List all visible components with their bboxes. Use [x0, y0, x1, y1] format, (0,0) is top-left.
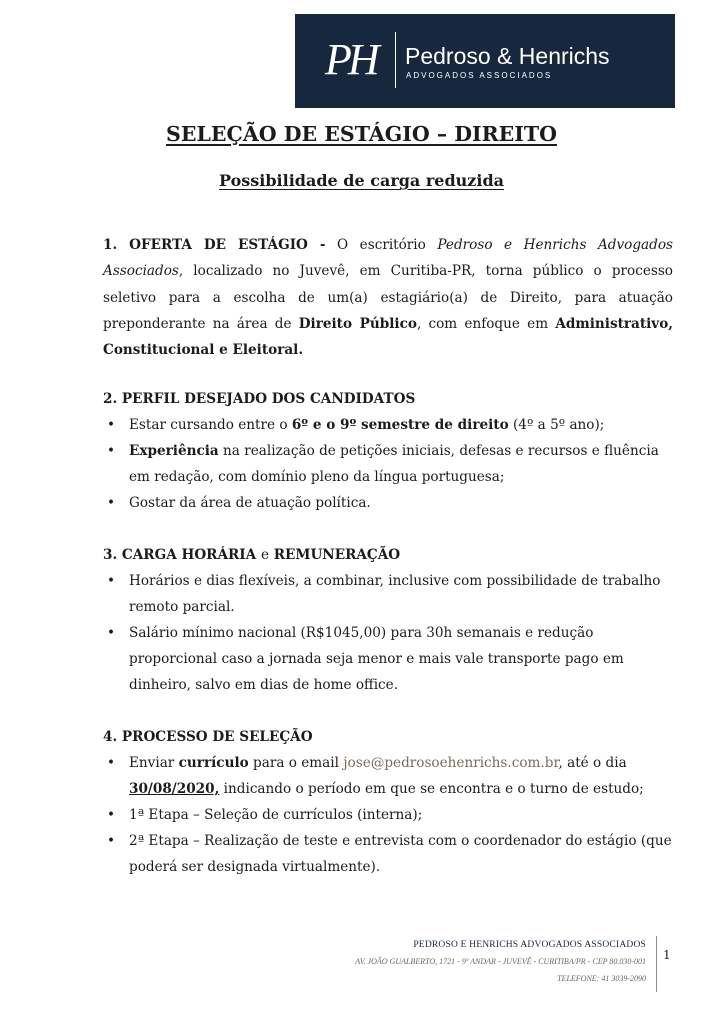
document-subtitle: Possibilidade de carga reduzida — [218, 171, 505, 190]
list-item: • 1ª Etapa – Seleção de currículos (interna); — [103, 802, 673, 828]
logo-monogram: PH — [325, 35, 376, 84]
practice-area: Direito Público — [298, 315, 417, 332]
section-4-heading: 4. PROCESSO DE SELEÇÃO — [103, 729, 313, 745]
section-3-heading: 3. CARGA HORÁRIA e REMUNERAÇÃO — [103, 547, 401, 563]
list-item: • Estar cursando entre o 6º e o 9º semestre de direito (4º a 5º ano); — [103, 412, 673, 438]
list-item: • 2ª Etapa – Realização de teste e entrevista com o coordenador do estágio (que poderá ser designada virtualmente). — [103, 828, 673, 880]
firm-logo — [295, 14, 675, 108]
logo-divider — [395, 32, 396, 88]
list-item: • Experiência na realização de petições iniciais, defesas e recursos e fluência em redação, com domínio pleno da língua portuguesa; — [103, 438, 673, 490]
footer-firm-name: PEDROSO E HENRICHS ADVOGADOS ASSOCIADOS — [413, 940, 646, 950]
section-1-heading: 1. OFERTA DE ESTÁGIO - — [103, 237, 326, 253]
logo-firm-name: Pedroso & Henrichs — [405, 43, 610, 69]
document-title: SELEÇÃO DE ESTÁGIO – DIREITO — [166, 122, 557, 146]
page-number: 1 — [663, 948, 671, 962]
list-item: • Salário mínimo nacional (R$1045,00) para 30h semanais e redução proporcional caso a jornada seja menor e mais vale transporte pago em dinheiro, salvo em dias de home office. — [103, 620, 673, 698]
section-2-heading: 2. PERFIL DESEJADO DOS CANDIDATOS — [103, 391, 416, 407]
page-footer — [280, 938, 646, 986]
footer-phone: TELEFONE: 41 3039-2090 — [557, 974, 646, 983]
list-item: • Gostar da área de atuação política. — [103, 490, 673, 516]
section-internship-offer: 1. OFERTA DE ESTÁGIO - O escritório Pedroso e Henrichs Advogados Associados, localizado no Juvevê, em Curitiba-PR, torna público o processo seletivo para a escolha de um(a) estagiário(a) de Direito, para atuação preponderante na área de Direito Público, com enfoque em Administrativo, Constitucional e Eleitoral. — [103, 237, 674, 359]
list-item: • Enviar currículo para o email jose@pedrosoehenrichs.com.br, até o dia 30/08/2020, indicando o período em que se encontra e o turno de estudo; — [103, 750, 673, 802]
list-item: • Horários e dias flexíveis, a combinar, inclusive com possibilidade de trabalho remoto parcial. — [103, 568, 673, 620]
logo-subtitle: ADVOGADOS ASSOCIADOS — [406, 71, 553, 80]
footer-divider — [656, 936, 657, 992]
selection-process-list — [103, 750, 673, 880]
deadline-date: 30/08/2020, — [129, 781, 220, 797]
firm-name: Pedroso e Henrichs Advogados Associados — [103, 237, 674, 280]
candidate-profile-list — [103, 412, 673, 516]
contact-email-link[interactable]: jose@pedrosoehenrichs.com.br — [343, 755, 559, 771]
footer-address: AV. JOÃO GUALBERTO, 1721 - 9º ANDAR - JUVEVÊ - CURITIBA/PR - CEP 80.030-001 — [355, 957, 646, 966]
practice-focus: Administrativo, Constitucional e Eleitoral. — [103, 315, 674, 359]
workload-pay-list — [103, 568, 673, 698]
